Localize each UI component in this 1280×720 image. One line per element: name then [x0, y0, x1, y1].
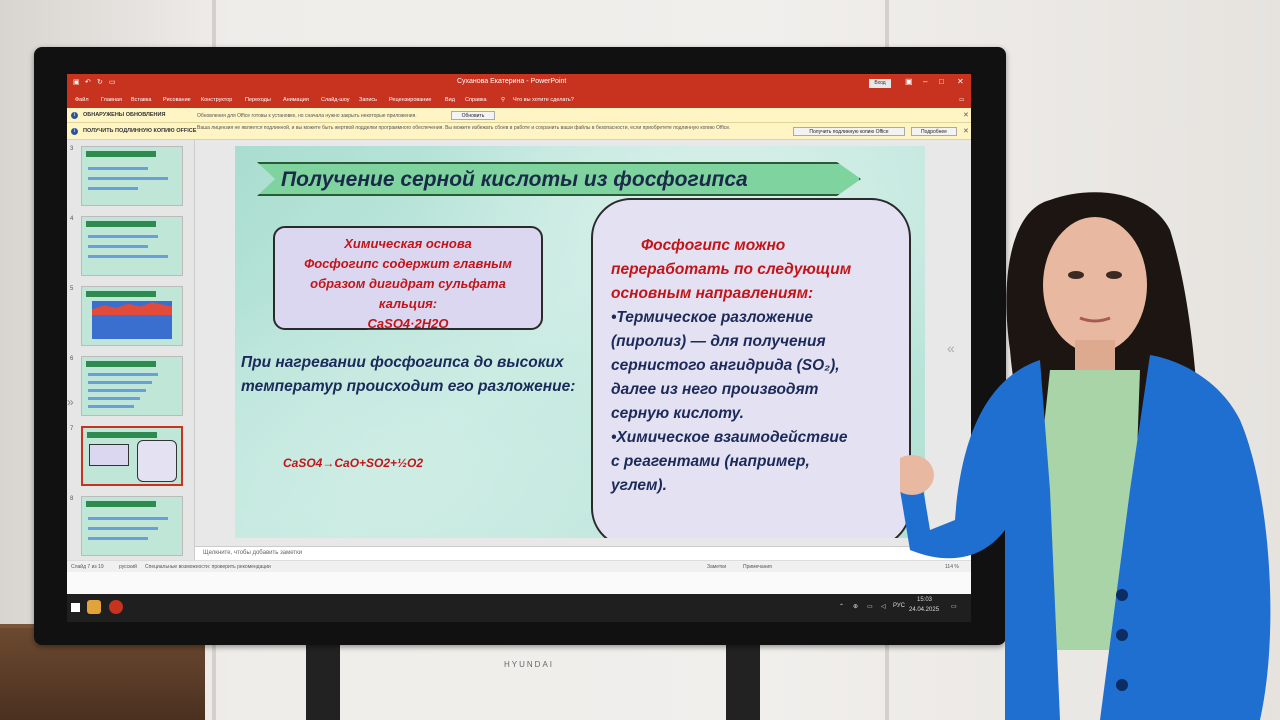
title-bar	[67, 74, 971, 92]
display-screen	[67, 74, 971, 622]
windows-taskbar	[67, 594, 971, 622]
expand-pane-icon[interactable]: »	[67, 395, 74, 409]
ribbon-tabs	[67, 92, 971, 108]
license-text: Ваша лицензия не является подлинной, и вы можете быть жертвой подделки программного обеспечения. Вы можете избежать сбоев в работе и сохранить ваши файлы в безопасности, если приобретете подлинную копию Office.	[197, 125, 731, 131]
thumb-number: 3	[70, 146, 74, 152]
stand-leg	[726, 640, 760, 720]
presenter	[900, 190, 1280, 720]
tray-chevron-icon[interactable]: ⌃	[839, 604, 845, 610]
lightbulb-icon: ⚲	[501, 97, 506, 103]
brand-label: HYUNDAI	[504, 660, 555, 669]
thumb-number: 6	[70, 356, 74, 362]
tab-transitions[interactable]: Переходы	[245, 97, 271, 103]
start-slideshow-icon[interactable]: ▭	[109, 79, 116, 86]
info-icon: i	[71, 128, 78, 135]
box2-blue-line: •Термическое разложение	[611, 309, 814, 326]
box1-line: кальция:	[378, 296, 438, 311]
chemical-basis-box	[273, 226, 543, 330]
more-info-button[interactable]: Подробнее	[911, 127, 957, 136]
thumb-number: 8	[70, 496, 74, 502]
close-infobar-icon[interactable]: ✕	[963, 128, 969, 135]
current-slide[interactable]	[235, 146, 925, 538]
language-indicator[interactable]: русский	[119, 564, 137, 570]
update-text: Обновления для Office готовы к установке, но сначала нужно закрыть некоторые приложения.	[197, 113, 417, 119]
decomposition-formula: CaSO4→CaO+SO2+½O2	[283, 456, 424, 470]
thumb-number: 7	[70, 426, 74, 432]
jacket-button	[1116, 589, 1128, 601]
box2-blue-line: сернистого ангидрида (SO₂),	[611, 357, 840, 374]
box2-blue-line: с реагентами (например,	[611, 453, 810, 470]
close-icon[interactable]: ✕	[957, 77, 964, 86]
notification-icon[interactable]: ▭	[951, 604, 957, 610]
maximize-icon[interactable]: □	[939, 77, 944, 86]
update-button[interactable]: Обновить	[451, 111, 495, 120]
save-icon[interactable]: ▣	[73, 79, 80, 86]
update-infobar	[67, 108, 971, 123]
slide-thumbnails-pane	[67, 140, 195, 560]
slide-editing-area	[195, 140, 971, 560]
zoom-level[interactable]: 114 %	[945, 564, 959, 570]
keyboard-icon[interactable]: ▭	[867, 604, 873, 610]
box2-red-line: основным направлениям:	[611, 285, 814, 302]
undo-icon[interactable]: ↶	[85, 79, 91, 86]
slide-thumbnail-selected[interactable]	[81, 426, 183, 486]
thumb-number: 4	[70, 216, 74, 222]
slide-thumbnail[interactable]	[81, 216, 183, 276]
notes-placeholder: Щелкните, чтобы добавить заметки	[203, 550, 303, 556]
tab-review[interactable]: Рецензирование	[389, 97, 432, 103]
windows-start-icon[interactable]	[71, 603, 80, 612]
tab-home[interactable]: Главная	[101, 97, 122, 103]
box2-red-line: Фосфогипс можно	[641, 237, 786, 254]
comments-toggle[interactable]: Примечания	[743, 564, 772, 570]
collapse-pane-icon[interactable]: «	[947, 340, 955, 356]
jacket-button	[1116, 629, 1128, 641]
box2-red-line: переработать по следующим	[611, 261, 852, 278]
slide-thumbnail[interactable]	[81, 146, 183, 206]
file-explorer-icon[interactable]	[87, 600, 101, 614]
volume-icon[interactable]: ◁	[881, 604, 886, 610]
box2-blue-line: •Химическое взаимодействие	[611, 429, 848, 446]
notes-toggle[interactable]: Заметки	[707, 564, 727, 570]
tab-draw[interactable]: Рисование	[163, 97, 191, 103]
tab-file[interactable]: Файл	[75, 97, 89, 103]
clock-time: 15:03	[917, 597, 933, 603]
redo-icon[interactable]: ↻	[97, 79, 103, 86]
box1-line: Фосфогипс содержит главным	[304, 256, 512, 271]
tab-record[interactable]: Запись	[359, 97, 378, 103]
box2-blue-line: (пиролиз) — для получения	[611, 333, 826, 350]
slide-counter: Слайд 7 из 19	[71, 564, 104, 570]
tab-design[interactable]: Конструктор	[201, 97, 233, 103]
window-title: Суханова Екатерина - PowerPoint	[457, 78, 567, 85]
ribbon-options-icon[interactable]: ▣	[905, 77, 913, 86]
box1-line: Химическая основа	[344, 236, 472, 251]
notes-pane[interactable]	[195, 546, 971, 560]
update-title: ОБНАРУЖЕНЫ ОБНОВЛЕНИЯ	[83, 112, 166, 118]
tab-animations[interactable]: Анимация	[283, 97, 309, 103]
slide-title: Получение серной кислоты из фосфогипса	[281, 168, 748, 191]
box2-blue-line: углем).	[611, 477, 667, 494]
tab-help[interactable]: Справка	[465, 97, 487, 103]
login-button[interactable]: Вход	[869, 79, 891, 88]
tab-insert[interactable]: Вставка	[131, 97, 152, 103]
hand	[900, 455, 934, 495]
license-infobar	[67, 123, 971, 140]
box1-formula: CaSO4·2H2O	[367, 316, 449, 331]
processing-directions-box	[591, 198, 911, 538]
box2-blue-line: далее из него производят	[611, 381, 819, 398]
tab-view[interactable]: Вид	[445, 97, 455, 103]
clock-date: 24.04.2025	[909, 607, 940, 613]
info-icon: i	[71, 112, 78, 119]
license-title: ПОЛУЧИТЬ ПОДЛИННУЮ КОПИЮ OFFICE	[83, 128, 197, 134]
slide-thumbnail[interactable]	[81, 496, 183, 556]
accessibility-status[interactable]: Специальные возможности: проверить рекомендации	[145, 564, 271, 570]
minimize-icon[interactable]: –	[923, 77, 928, 86]
heating-text: При нагревании фосфогипса до высоких температур происходит его разложение:	[241, 354, 576, 395]
box2-blue-line: серную кислоту.	[611, 405, 744, 422]
comments-icon[interactable]: ▭	[959, 97, 965, 103]
thumb-number: 5	[70, 286, 74, 292]
face	[1043, 217, 1147, 353]
screen-gap	[67, 572, 971, 594]
jacket-button	[1116, 679, 1128, 691]
eye	[1068, 271, 1084, 279]
status-bar	[67, 560, 971, 572]
tell-me-input[interactable]: Что вы хотите сделать?	[513, 97, 574, 103]
slide-thumbnail[interactable]	[81, 356, 183, 416]
box1-line: образом дигидрат сульфата	[310, 276, 506, 291]
slide-thumbnail[interactable]	[81, 286, 183, 346]
close-infobar-icon[interactable]: ✕	[963, 112, 969, 119]
powerpoint-taskbar-icon[interactable]	[109, 600, 123, 614]
keyboard-language[interactable]: РУС	[893, 603, 906, 609]
tab-slideshow[interactable]: Слайд-шоу	[321, 97, 350, 103]
stand-leg	[306, 640, 340, 720]
get-genuine-button[interactable]: Получить подлинную копию Office	[793, 127, 905, 136]
network-icon[interactable]: ⊕	[853, 604, 859, 610]
eye	[1106, 271, 1122, 279]
